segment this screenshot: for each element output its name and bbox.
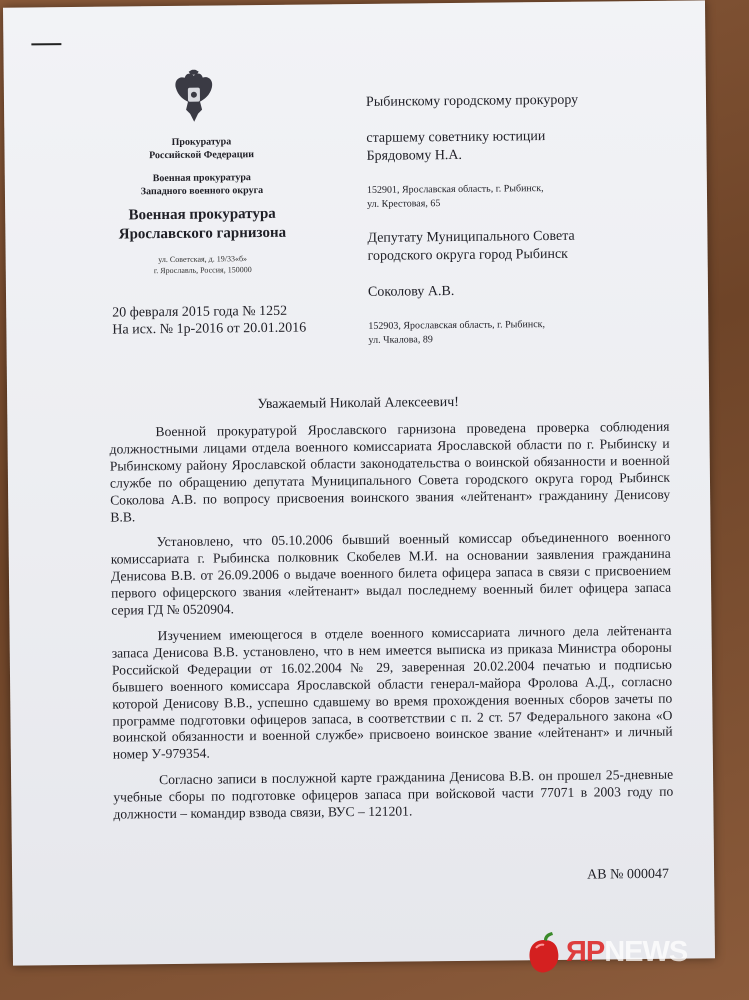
reference-number: На исх. № 1р-2016 от 20.01.2016 — [112, 320, 307, 338]
recipient-block — [366, 90, 699, 347]
body-paragraph: Изучением имеющегося в отделе военного комиссариата личного дела лейтенанта запаса Денисова В.В. установлено, что в нем имеется выписка из приказа Министра обороны Российской Федерации от 16.02.2004 № 29, заверенная 20.02.2004 печатью и подписью бывшего военного комиссара Ярославской области генерал-майора Фролова А.Д., согласно которой Денисову В.В., успешно сдавшему во время прохождения военных сборов зачеты по программе подготовки офицеров запаса, в соответствии с п. 2 ст. 57 Федерального закона «О воинской обязанности и военной службе» присвоено воинское звание «лейтенант» и личный номер У-979354. — [111, 622, 673, 762]
recipient-address-line: 152901, Ярославская область, г. Рыбинск, — [366, 183, 544, 196]
corner-dash — [31, 43, 61, 45]
body-paragraph: Согласно записи в послужной карте гражданина Денисова В.В. он прошел 25-дневные учебные сборы по подготовке офицеров запаса при войсковой части 77071 в 2003 году по должности – командир взвода связи, ВУС – 121201. — [113, 766, 674, 822]
org-line: Западного военного округа — [140, 184, 264, 198]
serial-number: АВ № 000047 — [587, 866, 670, 883]
recipient-line: Брядовому Н.А. — [366, 147, 463, 164]
pepper-logo-icon — [524, 930, 564, 976]
sender-title-line: Военная прокуратура — [128, 205, 276, 224]
sender-title — [97, 205, 307, 245]
recipient-line: городского округа город Рыбинск — [367, 246, 569, 264]
recipient-line: Рыбинскому городскому прокурору — [365, 92, 579, 110]
letter-body — [109, 419, 673, 833]
org-line: Российской Федерации — [149, 149, 255, 162]
recipient-address-line: 152903, Ярославская область, г. Рыбинск, — [368, 319, 546, 332]
watermark-main: NEWS — [604, 936, 688, 968]
org-line: Военная прокуратура — [152, 172, 251, 185]
body-paragraph: Военной прокуратурой Ярославского гарнизона проведена проверка соблюдения должностными лицами отдела военного комиссариата Ярославской области по г. Рыбинску и Рыбинскому району Ярославской области законодательства о воинской обязанности и военной службе по обращению депутата Муниципального Совета городского округа город Рыбинск Соколова А.В. по вопросу присвоения воинского звания «лейтенант» гражданину Денисову В.В. — [109, 418, 671, 525]
sender-address-line: ул. Советская, д. 19/33«б» — [158, 254, 248, 265]
letter-page — [3, 0, 715, 965]
watermark-text — [566, 936, 687, 969]
site-watermark — [524, 930, 739, 976]
org-line: Прокуратура — [171, 136, 232, 148]
date-number: 20 февраля 2015 года № 1252 — [112, 303, 288, 321]
greeting: Уважаемый Николай Алексеевич! — [257, 394, 459, 413]
recipient-line: Депутату Муниципального Совета — [367, 228, 575, 246]
recipient-line: старшему советнику юстиции — [366, 129, 546, 146]
sender-block — [96, 135, 307, 277]
recipient-address-line: ул. Чкалова, 89 — [368, 334, 433, 346]
body-paragraph: Установлено, что 05.10.2006 бывший военный комиссар объединенного военного комиссариата г. Рыбинска полковник Скобелев М.И. на основании заявления гражданина Денисова В.В. от 26.09.2006 о выдаче военного билета офицера запаса в связи с присвоением первого офицерского звания «лейтенант» выдал последнему военный билет офицера запаса серия ГД № 0520904. — [110, 529, 672, 618]
recipient-line: Соколову А.В. — [367, 283, 455, 300]
coat-of-arms-icon — [170, 69, 219, 125]
recipient-address-line: ул. Крестовая, 65 — [367, 198, 441, 210]
watermark-accent: ЯР — [566, 936, 605, 968]
sender-address-line: г. Ярославль, Россия, 150000 — [153, 265, 252, 276]
sender-address — [98, 253, 308, 277]
sender-title-line: Ярославского гарнизона — [118, 224, 287, 243]
document-date-block — [112, 303, 306, 339]
